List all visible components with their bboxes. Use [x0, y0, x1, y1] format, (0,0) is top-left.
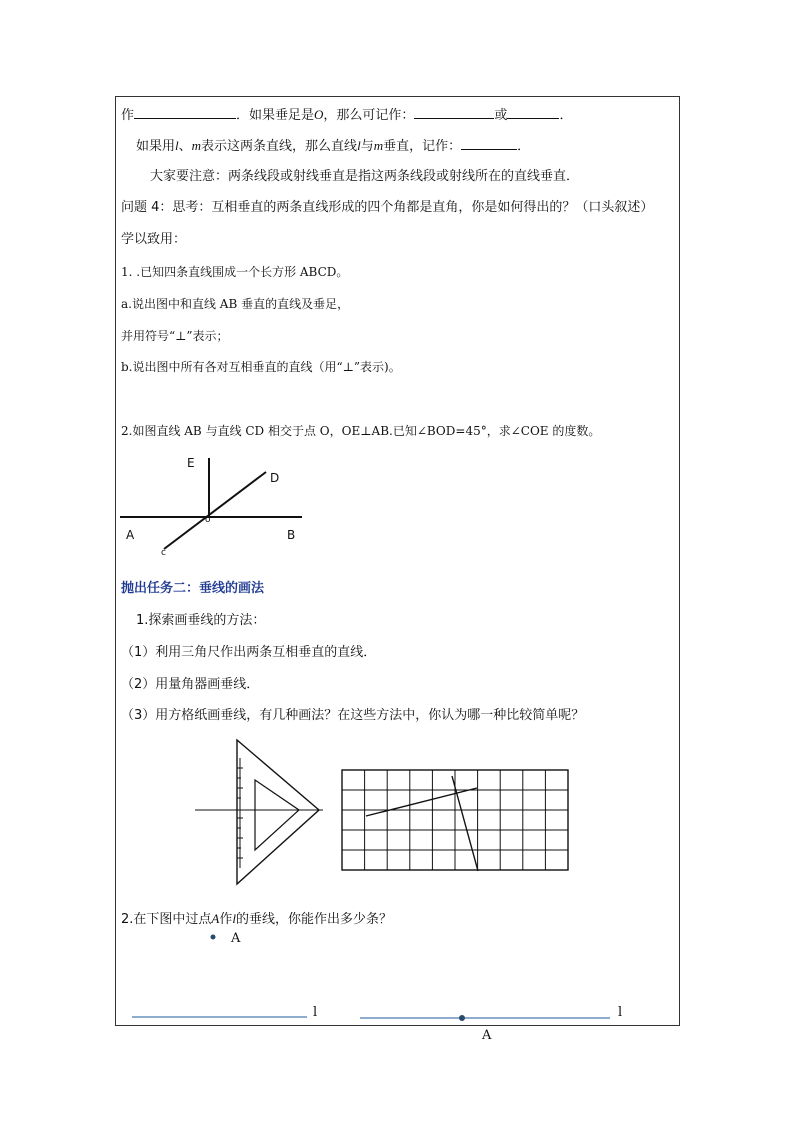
exercise-1-a2: 并用符号“⊥”表示； [121, 329, 229, 343]
question-4: 问题 4：思考：互相垂直的两条直线形成的四个角都是直角，你是如何得出的？（口头叙述） [121, 200, 654, 215]
exercise-1-b: b.说出图中所有各对互相垂直的直线（用“⊥”表示)。 [121, 360, 401, 374]
method-title: 1.探索画垂线的方法： [136, 613, 266, 628]
line-l-right [360, 1014, 612, 1022]
line-l-left [132, 1015, 308, 1019]
label-b: B [287, 528, 296, 542]
task-2-heading: 抛出任务二：垂线的画法 [121, 581, 265, 596]
label-d: D [270, 471, 280, 485]
label-c: c [161, 548, 166, 558]
fill-in-line-2: 如果用l、m表示这两条直线，那么直线l与m垂直，记作： ． [136, 138, 531, 154]
blank-1[interactable] [134, 106, 236, 119]
note-text: 大家要注意：两条线段或射线垂直是指这两条线段或射线所在的直线垂直． [150, 169, 580, 184]
line-l-left-label: l [313, 1005, 318, 1020]
method-3: （3）用方格纸画垂线，有几种画法？在这些方法中，你认为哪一种比较简单呢？ [121, 708, 585, 723]
exercise-1-a: a.说出图中和直线 AB 垂直的直线及垂足， [121, 297, 350, 311]
exercise-2-title: 2.如图直线 AB 与直线 CD 相交于点 O，OE⊥AB.已知∠BOD=45°，求∠COE 的度数。 [121, 424, 601, 438]
blank-4[interactable] [461, 137, 517, 150]
method-1: （1）利用三角尺作出两条互相垂直的直线． [121, 645, 377, 660]
point-a-on-line-label: A [482, 1028, 492, 1043]
line-cd [164, 472, 266, 549]
label-o: o [205, 515, 211, 525]
fill-in-line-1: 作 ．如果垂足是O，那么可记作： 或 ． [121, 107, 573, 123]
intersecting-lines-figure [120, 450, 320, 560]
grid-paper-figure [342, 770, 572, 872]
label-e: E [187, 456, 195, 470]
apply-heading: 学以致用： [121, 232, 187, 247]
exercise-3-title: 2.在下图中过点A作l的垂线，你能作出多少条？ [121, 911, 393, 927]
blank-3[interactable] [507, 106, 559, 119]
line-l-right-label: l [618, 1005, 623, 1020]
point-a-dot [210, 934, 216, 940]
exercise-1-title: 1. .已知四条直线围成一个长方形 ABCD。 [121, 265, 349, 279]
blank-2[interactable] [414, 106, 494, 119]
label-a: A [126, 528, 135, 542]
method-2: （2）用量角器画垂线． [121, 677, 260, 692]
point-a-label: A [231, 931, 241, 946]
set-square-figure [195, 738, 335, 888]
